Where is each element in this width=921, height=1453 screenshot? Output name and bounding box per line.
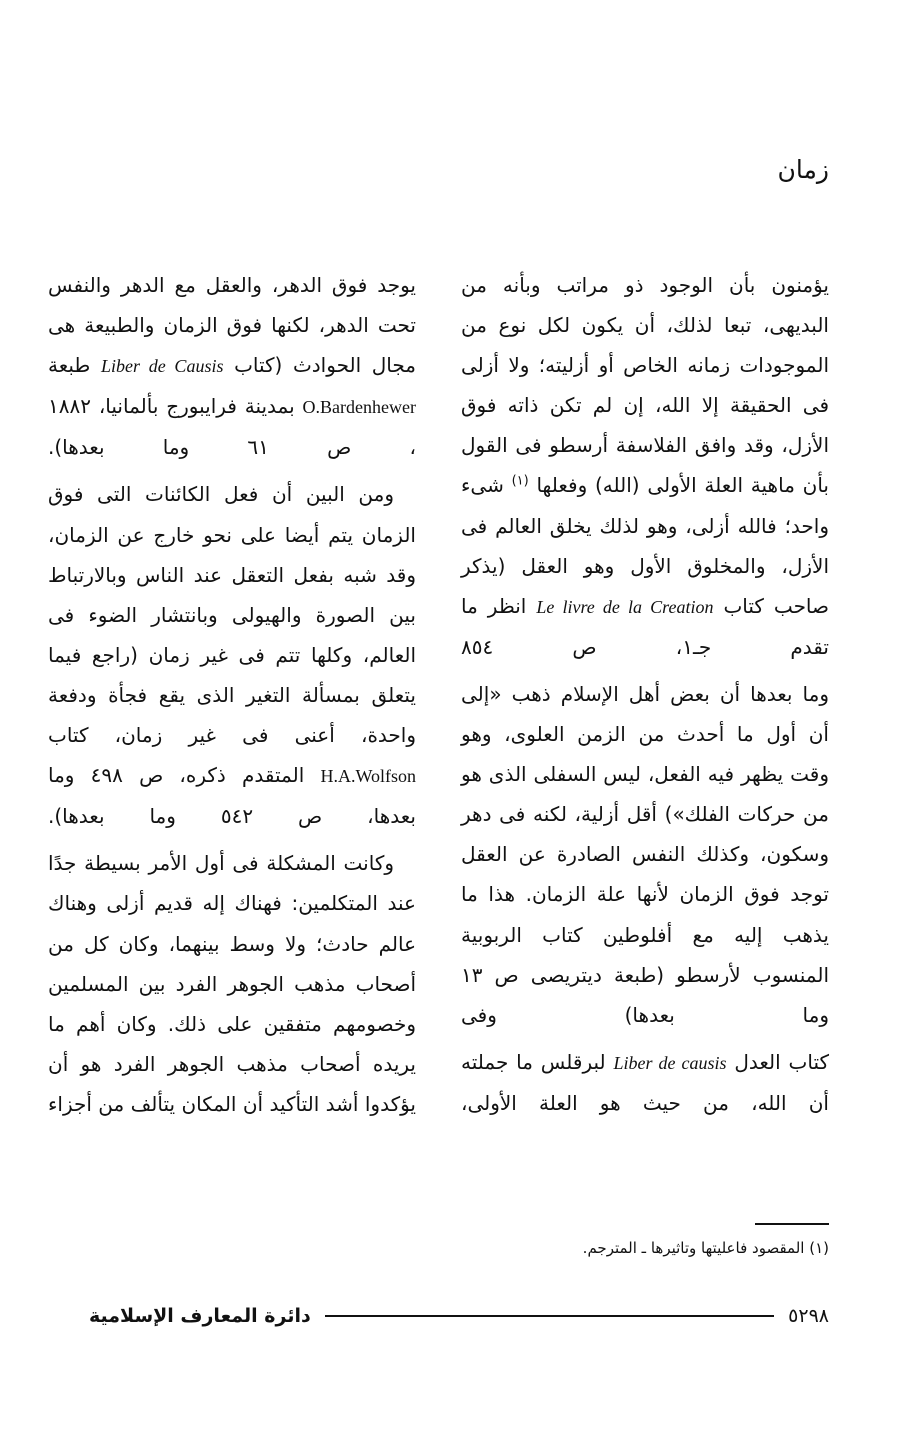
right-p1-text-1: يؤمنون بأن الوجود ذو مراتب وبأنه من البديهى، تبعا لذلك، أن يكون لكل نوع من الموجودات زمانه الخاص أو أزليته؛ ولا أزلى فى الحقيقة إلا الله، إن لم تكن ذاته فوق الأزل، وقد وافق الفلاسفة أرسطو فى القول بأن ماهية العلة الأولى (الله) وفعلها [461, 273, 829, 498]
left-column [48, 265, 416, 1124]
left-paragraph-3: وكانت المشكلة فى أول الأمر بسيطة جدًا عند المتكلمين: فهناك إله قديم أزلى وهناك عالم حادث؛ ولا وسط بينهما، وكان كل من أصحاب مذهب الجوهر الفرد بين المسلمين وخصومهم متفقين على ذلك. وكان أهم ما يريده أصحاب مذهب الجوهر الفرد هو أن يؤكدوا أشد التأكيد أن المكان يتألف من أجزاء [48, 851, 416, 1116]
right-p3-text-2: لبرقلس ما جملته أن الله، من حيث هو العلة الأولى، [461, 1049, 829, 1115]
latin-title-liber-de-causis: Liber de causis [613, 1052, 727, 1073]
left-paragraph-1 [48, 265, 416, 467]
right-p3-text-1: كتاب العدل [734, 1049, 830, 1074]
left-p1-text-2: طبعة [48, 353, 91, 378]
running-head: زمان [777, 155, 829, 184]
latin-title-livre-creation: Le livre de la Creation [536, 596, 714, 617]
latin-name-bardenhewer: O.Bardenhewer [302, 397, 416, 418]
right-paragraph-3 [461, 1042, 829, 1123]
latin-title-liber-de-causis-2: Liber de Causis [100, 356, 224, 377]
latin-name-wolfson: H.A.Wolfson [320, 766, 416, 787]
left-p2-text-1: ومن البين أن فعل الكائنات التى فوق الزمان يتم أيضا على نحو خارج عن الزمان، وقد شبه بفعل التعقل عند الناس وبالارتباط بين الصورة والهيولى وبانتشار الضوء فى العالم، وكلها تتم فى غير زمان (راجع فيما يتعلق بمسألة التغير الذى يقع فجأة ودفعة واحدة، أعنى فى غير زمان، كتاب [48, 482, 416, 748]
right-paragraph-1 [461, 265, 829, 667]
footnote-separator [755, 1223, 829, 1225]
footer-rule [325, 1315, 774, 1317]
left-paragraph-2 [48, 474, 416, 836]
page-number: ٥٢٩٨ [788, 1305, 829, 1327]
left-p1-text-3: بمدينة فرايبورج بألمانيا، ١٨٨٢ ، ص ٦١ وما بعدها). [48, 394, 416, 460]
page-footer [89, 1301, 829, 1331]
encyclopedia-title: دائرة المعارف الإسلامية [89, 1305, 311, 1327]
right-paragraph-2: وما بعدها أن بعض أهل الإسلام ذهب «إلى أن أول ما أحدث من الزمن العلوى، وهو وقت يظهر فيه الفعل، ليس السفلى الذى هو من حركات الفلك») أقل أزلية، لكنه فى دهر وسكون، وكذلك النفس الصادرة عن العقل توجد فوق الزمان لأنها علة الزمان. هذا ما يذهب إليه مع أفلوطين كتاب الربوبية المنسوب لأرسطو (طبعة ديتريصى ص ١٣ وما بعدها) وفى [461, 681, 829, 1027]
footnote-reference[interactable]: (١) [511, 473, 529, 489]
left-p2-text-2: المتقدم ذكره، ص ٤٩٨ وما بعدها، ص ٥٤٢ وما بعدها). [48, 763, 416, 829]
right-p1-text-2: شىء واحد؛ فالله أزلى، وهو لذلك يخلق العالم فى الأزل، والمخلوق الأول وهو العقل (يذكر صاحب كتاب [461, 473, 830, 618]
footnote: (١) المقصود فاعليتها وتاثيرها ـ المترجم. [582, 1239, 829, 1257]
right-p1-text-3: انظر ما تقدم جـ١، ص ٨٥٤ [461, 593, 829, 659]
right-column [461, 265, 829, 1123]
left-p1-text-1: يوجد فوق الدهر، والعقل مع الدهر والنفس تحت الدهر، لكنها فوق الزمان والطبيعة هى مجال الحوادث (كتاب [48, 273, 416, 378]
